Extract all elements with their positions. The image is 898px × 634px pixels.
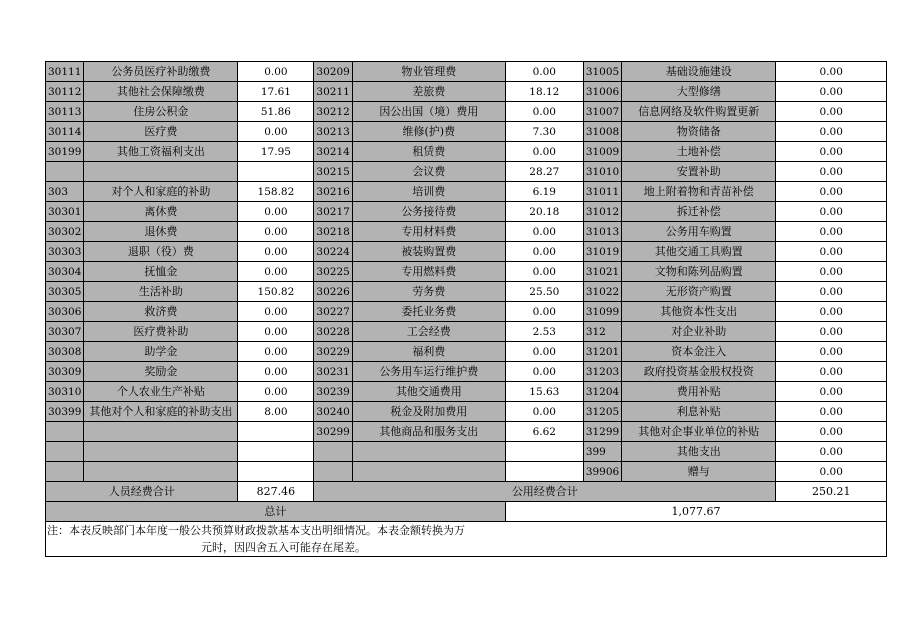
amount-cell: 0.00	[238, 242, 314, 262]
amount-cell: 0.00	[238, 342, 314, 362]
table-row	[46, 422, 887, 442]
table-row	[46, 302, 887, 322]
amount-cell: 8.00	[238, 402, 314, 422]
item-name-cell: 土地补偿	[622, 142, 776, 162]
code-cell: 30218	[314, 222, 352, 242]
table-row	[46, 282, 887, 302]
code-cell: 30212	[314, 102, 352, 122]
item-name-cell: 大型修缮	[622, 82, 776, 102]
amount-cell: 0.00	[238, 322, 314, 342]
amount-cell	[505, 462, 583, 482]
code-cell: 303	[46, 182, 84, 202]
code-cell: 30307	[46, 322, 84, 342]
code-cell: 30199	[46, 142, 84, 162]
amount-cell: 2.53	[505, 322, 583, 342]
amount-cell	[238, 422, 314, 442]
amount-cell: 0.00	[776, 302, 887, 322]
code-cell: 31022	[583, 282, 621, 302]
item-name-cell: 租赁费	[352, 142, 505, 162]
item-name-cell: 基础设施建设	[622, 62, 776, 82]
code-cell: 30229	[314, 342, 352, 362]
amount-cell: 0.00	[505, 302, 583, 322]
item-name-cell: 差旅费	[352, 82, 505, 102]
amount-cell: 20.18	[505, 202, 583, 222]
public-total-value: 250.21	[776, 482, 887, 502]
code-cell: 31012	[583, 202, 621, 222]
code-cell: 31005	[583, 62, 621, 82]
code-cell: 31203	[583, 362, 621, 382]
amount-cell: 150.82	[238, 282, 314, 302]
subtotal-row	[46, 482, 887, 502]
amount-cell: 25.50	[505, 282, 583, 302]
code-cell: 39906	[583, 462, 621, 482]
item-name-cell: 对企业补助	[622, 322, 776, 342]
amount-cell: 0.00	[776, 442, 887, 462]
grand-total-value: 1,077.67	[505, 502, 886, 522]
amount-cell	[238, 462, 314, 482]
code-cell: 31205	[583, 402, 621, 422]
amount-cell: 28.27	[505, 162, 583, 182]
amount-cell: 0.00	[776, 62, 887, 82]
item-name-cell: 劳务费	[352, 282, 505, 302]
table-row	[46, 142, 887, 162]
amount-cell: 0.00	[776, 462, 887, 482]
code-cell: 30306	[46, 302, 84, 322]
amount-cell: 7.30	[505, 122, 583, 142]
grand-total-row	[46, 502, 887, 522]
table-row	[46, 242, 887, 262]
amount-cell: 0.00	[776, 282, 887, 302]
amount-cell: 0.00	[776, 342, 887, 362]
personnel-total-label: 人员经费合计	[46, 482, 238, 502]
item-name-cell: 其他社会保障缴费	[84, 82, 238, 102]
amount-cell: 17.61	[238, 82, 314, 102]
amount-cell: 51.86	[238, 102, 314, 122]
amount-cell	[505, 442, 583, 462]
code-cell: 30308	[46, 342, 84, 362]
item-name-cell: 地上附着物和青苗补偿	[622, 182, 776, 202]
code-cell: 31007	[583, 102, 621, 122]
code-cell: 30299	[314, 422, 352, 442]
item-name-cell: 因公出国（境）费用	[352, 102, 505, 122]
amount-cell	[238, 162, 314, 182]
amount-cell: 0.00	[776, 202, 887, 222]
code-cell: 30309	[46, 362, 84, 382]
table-row	[46, 402, 887, 422]
item-name-cell: 资本金注入	[622, 342, 776, 362]
item-name-cell: 公务员医疗补助缴费	[84, 62, 238, 82]
item-name-cell: 救济费	[84, 302, 238, 322]
code-cell: 30228	[314, 322, 352, 342]
code-cell: 30224	[314, 242, 352, 262]
item-name-cell	[84, 422, 238, 442]
code-cell: 31013	[583, 222, 621, 242]
item-name-cell: 利息补贴	[622, 402, 776, 422]
code-cell: 30226	[314, 282, 352, 302]
table-row	[46, 182, 887, 202]
code-cell: 31099	[583, 302, 621, 322]
item-name-cell: 个人农业生产补贴	[84, 382, 238, 402]
code-cell: 30217	[314, 202, 352, 222]
amount-cell: 0.00	[505, 342, 583, 362]
code-cell: 30239	[314, 382, 352, 402]
table-row	[46, 342, 887, 362]
item-name-cell: 其他交通费用	[352, 382, 505, 402]
amount-cell: 0.00	[238, 202, 314, 222]
code-cell: 30114	[46, 122, 84, 142]
code-cell: 31008	[583, 122, 621, 142]
item-name-cell: 医疗费补助	[84, 322, 238, 342]
item-name-cell: 培训费	[352, 182, 505, 202]
amount-cell: 0.00	[776, 82, 887, 102]
amount-cell: 0.00	[776, 222, 887, 242]
grand-total-label: 总计	[46, 502, 506, 522]
code-cell: 30303	[46, 242, 84, 262]
expenditure-detail-sheet	[45, 61, 887, 557]
code-cell: 31009	[583, 142, 621, 162]
note-row	[46, 522, 887, 557]
personnel-total-value: 827.46	[238, 482, 314, 502]
code-cell	[46, 442, 84, 462]
amount-cell: 0.00	[505, 402, 583, 422]
table-row	[46, 162, 887, 182]
code-cell: 30310	[46, 382, 84, 402]
item-name-cell: 会议费	[352, 162, 505, 182]
item-name-cell: 生活补助	[84, 282, 238, 302]
item-name-cell: 退职（役）费	[84, 242, 238, 262]
code-cell	[46, 462, 84, 482]
item-name-cell: 福利费	[352, 342, 505, 362]
item-name-cell: 医疗费	[84, 122, 238, 142]
code-cell: 31204	[583, 382, 621, 402]
note-right-cell	[505, 522, 886, 557]
item-name-cell: 信息网络及软件购置更新	[622, 102, 776, 122]
table-row	[46, 102, 887, 122]
amount-cell: 0.00	[505, 222, 583, 242]
item-name-cell: 对个人和家庭的补助	[84, 182, 238, 202]
amount-cell: 0.00	[238, 362, 314, 382]
amount-cell: 0.00	[776, 242, 887, 262]
item-name-cell: 公务接待费	[352, 202, 505, 222]
code-cell: 30215	[314, 162, 352, 182]
amount-cell	[238, 442, 314, 462]
table-row	[46, 462, 887, 482]
code-cell: 30301	[46, 202, 84, 222]
code-cell: 30111	[46, 62, 84, 82]
item-name-cell: 赠与	[622, 462, 776, 482]
item-name-cell: 助学金	[84, 342, 238, 362]
amount-cell: 0.00	[776, 382, 887, 402]
amount-cell: 0.00	[505, 362, 583, 382]
item-name-cell: 离休费	[84, 202, 238, 222]
amount-cell: 0.00	[776, 402, 887, 422]
amount-cell: 0.00	[505, 102, 583, 122]
item-name-cell: 政府投资基金股权投资	[622, 362, 776, 382]
code-cell: 30231	[314, 362, 352, 382]
code-cell: 31201	[583, 342, 621, 362]
amount-cell: 0.00	[505, 242, 583, 262]
item-name-cell: 其他支出	[622, 442, 776, 462]
amount-cell: 0.00	[238, 222, 314, 242]
code-cell: 30227	[314, 302, 352, 322]
item-name-cell	[352, 462, 505, 482]
amount-cell: 0.00	[776, 122, 887, 142]
code-cell: 31299	[583, 422, 621, 442]
amount-cell: 0.00	[776, 142, 887, 162]
item-name-cell: 其他工资福利支出	[84, 142, 238, 162]
amount-cell: 0.00	[505, 62, 583, 82]
code-cell: 399	[583, 442, 621, 462]
amount-cell: 15.63	[505, 382, 583, 402]
table-row	[46, 222, 887, 242]
item-name-cell: 抚恤金	[84, 262, 238, 282]
code-cell: 30213	[314, 122, 352, 142]
table-row	[46, 122, 887, 142]
amount-cell: 6.62	[505, 422, 583, 442]
code-cell: 30211	[314, 82, 352, 102]
code-cell: 31006	[583, 82, 621, 102]
code-cell: 30225	[314, 262, 352, 282]
table-row	[46, 202, 887, 222]
item-name-cell: 其他对企事业单位的补贴	[622, 422, 776, 442]
amount-cell: 0.00	[505, 262, 583, 282]
amount-cell: 0.00	[238, 382, 314, 402]
item-name-cell	[84, 442, 238, 462]
code-cell: 30302	[46, 222, 84, 242]
item-name-cell: 物资储备	[622, 122, 776, 142]
amount-cell: 0.00	[238, 122, 314, 142]
item-name-cell: 无形资产购置	[622, 282, 776, 302]
item-name-cell: 退休费	[84, 222, 238, 242]
code-cell: 31010	[583, 162, 621, 182]
code-cell: 30240	[314, 402, 352, 422]
amount-cell: 0.00	[776, 102, 887, 122]
amount-cell: 0.00	[505, 142, 583, 162]
item-name-cell: 物业管理费	[352, 62, 505, 82]
note-line-1: 注：本表反映部门本年度一般公共预算财政拨款基本支出明细情况。本表金额转换为万	[47, 524, 465, 537]
item-name-cell: 拆迁补偿	[622, 202, 776, 222]
amount-cell: 0.00	[238, 262, 314, 282]
amount-cell: 0.00	[238, 302, 314, 322]
item-name-cell: 其他商品和服务支出	[352, 422, 505, 442]
code-cell: 31011	[583, 182, 621, 202]
amount-cell: 0.00	[776, 162, 887, 182]
item-name-cell: 维修(护)费	[352, 122, 505, 142]
amount-cell: 6.19	[505, 182, 583, 202]
expenditure-table	[45, 61, 887, 557]
amount-cell: 18.12	[505, 82, 583, 102]
amount-cell: 0.00	[776, 362, 887, 382]
item-name-cell: 税金及附加费用	[352, 402, 505, 422]
item-name-cell: 其他对个人和家庭的补助支出	[84, 402, 238, 422]
code-cell: 30112	[46, 82, 84, 102]
code-cell: 30113	[46, 102, 84, 122]
note-line-2: 元时，因四舍五入可能存在尾差。	[201, 541, 366, 554]
code-cell: 30216	[314, 182, 352, 202]
item-name-cell: 住房公积金	[84, 102, 238, 122]
item-name-cell: 奖励金	[84, 362, 238, 382]
amount-cell: 0.00	[776, 322, 887, 342]
item-name-cell	[352, 442, 505, 462]
code-cell: 30209	[314, 62, 352, 82]
code-cell	[314, 462, 352, 482]
amount-cell: 17.95	[238, 142, 314, 162]
code-cell: 30305	[46, 282, 84, 302]
code-cell: 312	[583, 322, 621, 342]
item-name-cell: 工会经费	[352, 322, 505, 342]
item-name-cell: 委托业务费	[352, 302, 505, 322]
item-name-cell	[84, 462, 238, 482]
table-row	[46, 262, 887, 282]
item-name-cell: 专用材料费	[352, 222, 505, 242]
amount-cell: 0.00	[776, 422, 887, 442]
item-name-cell	[84, 162, 238, 182]
amount-cell: 0.00	[776, 262, 887, 282]
item-name-cell: 公务用车购置	[622, 222, 776, 242]
code-cell: 31019	[583, 242, 621, 262]
item-name-cell: 被装购置费	[352, 242, 505, 262]
item-name-cell: 其他交通工具购置	[622, 242, 776, 262]
item-name-cell: 公务用车运行维护费	[352, 362, 505, 382]
amount-cell: 0.00	[776, 182, 887, 202]
item-name-cell: 专用燃料费	[352, 262, 505, 282]
item-name-cell: 其他资本性支出	[622, 302, 776, 322]
table-row	[46, 82, 887, 102]
code-cell	[46, 422, 84, 442]
item-name-cell: 安置补助	[622, 162, 776, 182]
item-name-cell: 费用补贴	[622, 382, 776, 402]
table-row	[46, 62, 887, 82]
table-row	[46, 442, 887, 462]
code-cell	[46, 162, 84, 182]
table-row	[46, 382, 887, 402]
code-cell: 30214	[314, 142, 352, 162]
amount-cell: 158.82	[238, 182, 314, 202]
table-note	[46, 522, 506, 557]
table-body	[46, 62, 887, 482]
code-cell	[314, 442, 352, 462]
amount-cell: 0.00	[238, 62, 314, 82]
code-cell: 30304	[46, 262, 84, 282]
public-total-label: 公用经费合计	[314, 482, 776, 502]
table-row	[46, 322, 887, 342]
code-cell: 30399	[46, 402, 84, 422]
item-name-cell: 文物和陈列品购置	[622, 262, 776, 282]
code-cell: 31021	[583, 262, 621, 282]
table-row	[46, 362, 887, 382]
